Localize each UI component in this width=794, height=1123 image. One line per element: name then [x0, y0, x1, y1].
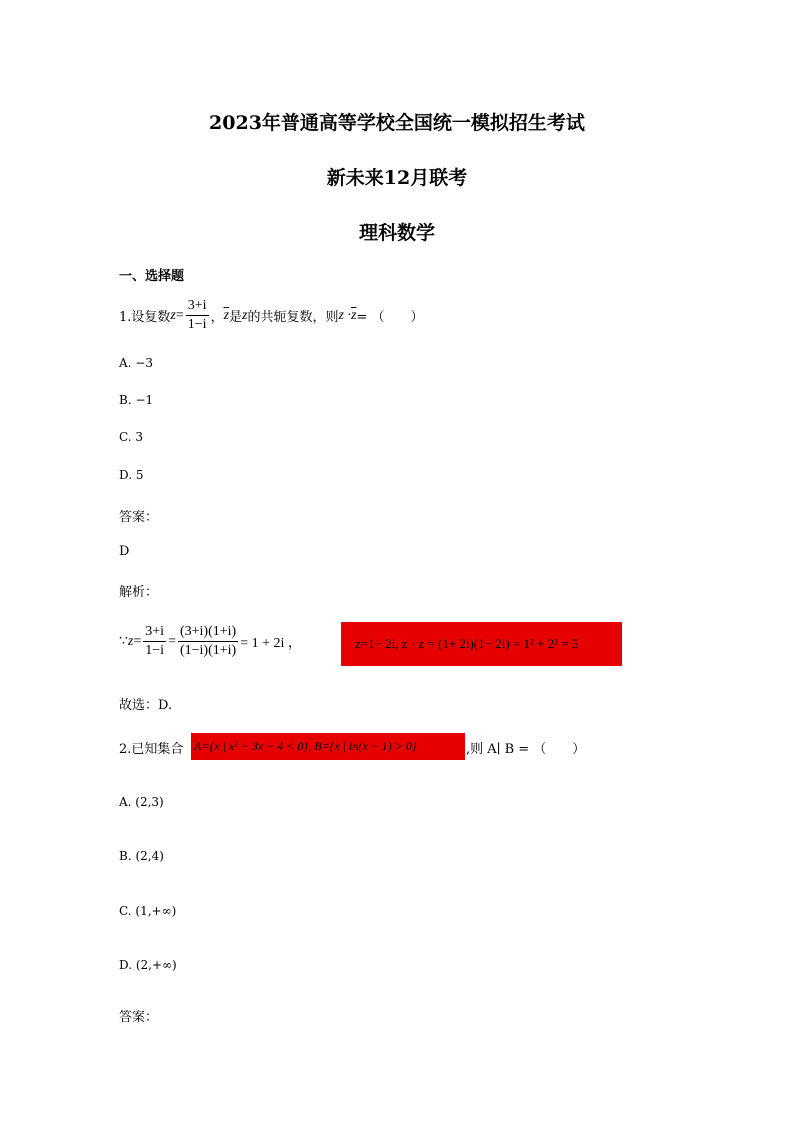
- q1-fraction: [186, 298, 209, 333]
- q1-prefix: 1.设复数: [119, 310, 171, 326]
- q2-answer-label: 答案：: [119, 1010, 159, 1025]
- q1-var-z: z: [170, 307, 176, 323]
- q1-option-d: D. 5: [119, 468, 144, 482]
- q1-z2: z: [242, 307, 248, 323]
- q1-expr: z ·: [338, 307, 351, 323]
- q1-eq: =: [175, 307, 184, 323]
- question-1-stem: [119, 298, 423, 333]
- subject-title: 理科数学: [358, 222, 435, 244]
- q2-sets-highlight-text: A={x | x² − 3x − 4 < 0}, B={x | ln(x − 1) > 0}: [194, 739, 417, 753]
- q1-conclusion: 故选：D.: [119, 698, 173, 713]
- sol-var-z: z: [127, 633, 134, 649]
- q1-option-b: B. −1: [119, 393, 154, 407]
- q2-option-d: D. (2,+∞): [119, 958, 177, 972]
- sol-eq1: =: [133, 633, 142, 649]
- q1-mid2: 的共轭复数，则: [247, 310, 339, 326]
- sol-fraction-1-num: 3+i: [143, 624, 166, 642]
- q2-tail: ,则 A∣ B = （ ）: [466, 742, 586, 757]
- q1-comma: ，: [210, 310, 224, 326]
- sol-fraction-2: [178, 624, 238, 659]
- q2-prefix: 2.已知集合: [119, 742, 184, 757]
- sol-fraction-1: [143, 624, 166, 659]
- q1-option-c: C. 3: [119, 430, 144, 444]
- q1-fraction-den: 1−i: [187, 317, 207, 333]
- section-heading: 一、选择题: [119, 269, 185, 284]
- q1-zbar: $\overline{z}$: [223, 307, 230, 323]
- q1-option-a: A. −3: [119, 356, 153, 370]
- q1-fraction-num: 3+i: [186, 298, 209, 316]
- q2-option-a: A. (2,3): [119, 795, 164, 809]
- q1-zbar2: $\overline{z}$: [350, 307, 357, 323]
- q1-mid: 是: [229, 310, 243, 326]
- q2-option-c: C. (1,+∞): [119, 904, 177, 918]
- q1-tail: = （ ）: [356, 310, 424, 326]
- exam-title: 2023年普通高等学校全国统一模拟招生考试: [209, 112, 585, 134]
- because-symbol: ∵: [119, 634, 128, 650]
- sol-fraction-2-den: (1−i)(1+i): [179, 643, 237, 659]
- q1-solution: [119, 624, 302, 659]
- q2-sets-highlight: [191, 733, 465, 760]
- exam-subtitle: 新未来12月联考: [326, 167, 468, 189]
- sol-fraction-1-den: 1−i: [145, 643, 165, 659]
- q1-analysis-label: 解析：: [119, 585, 159, 600]
- q1-solution-highlight: [341, 622, 622, 666]
- sol-eq2: =: [168, 633, 176, 649]
- q1-solution-highlight-text: z=1− 2i, z · z = (1+ 2i)(1− 2i) = 1² + 2² = 5: [355, 636, 579, 651]
- sol-fraction-2-num: (3+i)(1+i): [178, 624, 238, 642]
- q1-answer-label: 答案：: [119, 510, 159, 525]
- sol-eq3: = 1 + 2i ，: [240, 635, 302, 651]
- q1-answer: D: [119, 544, 130, 559]
- q2-option-b: B. (2,4): [119, 849, 164, 863]
